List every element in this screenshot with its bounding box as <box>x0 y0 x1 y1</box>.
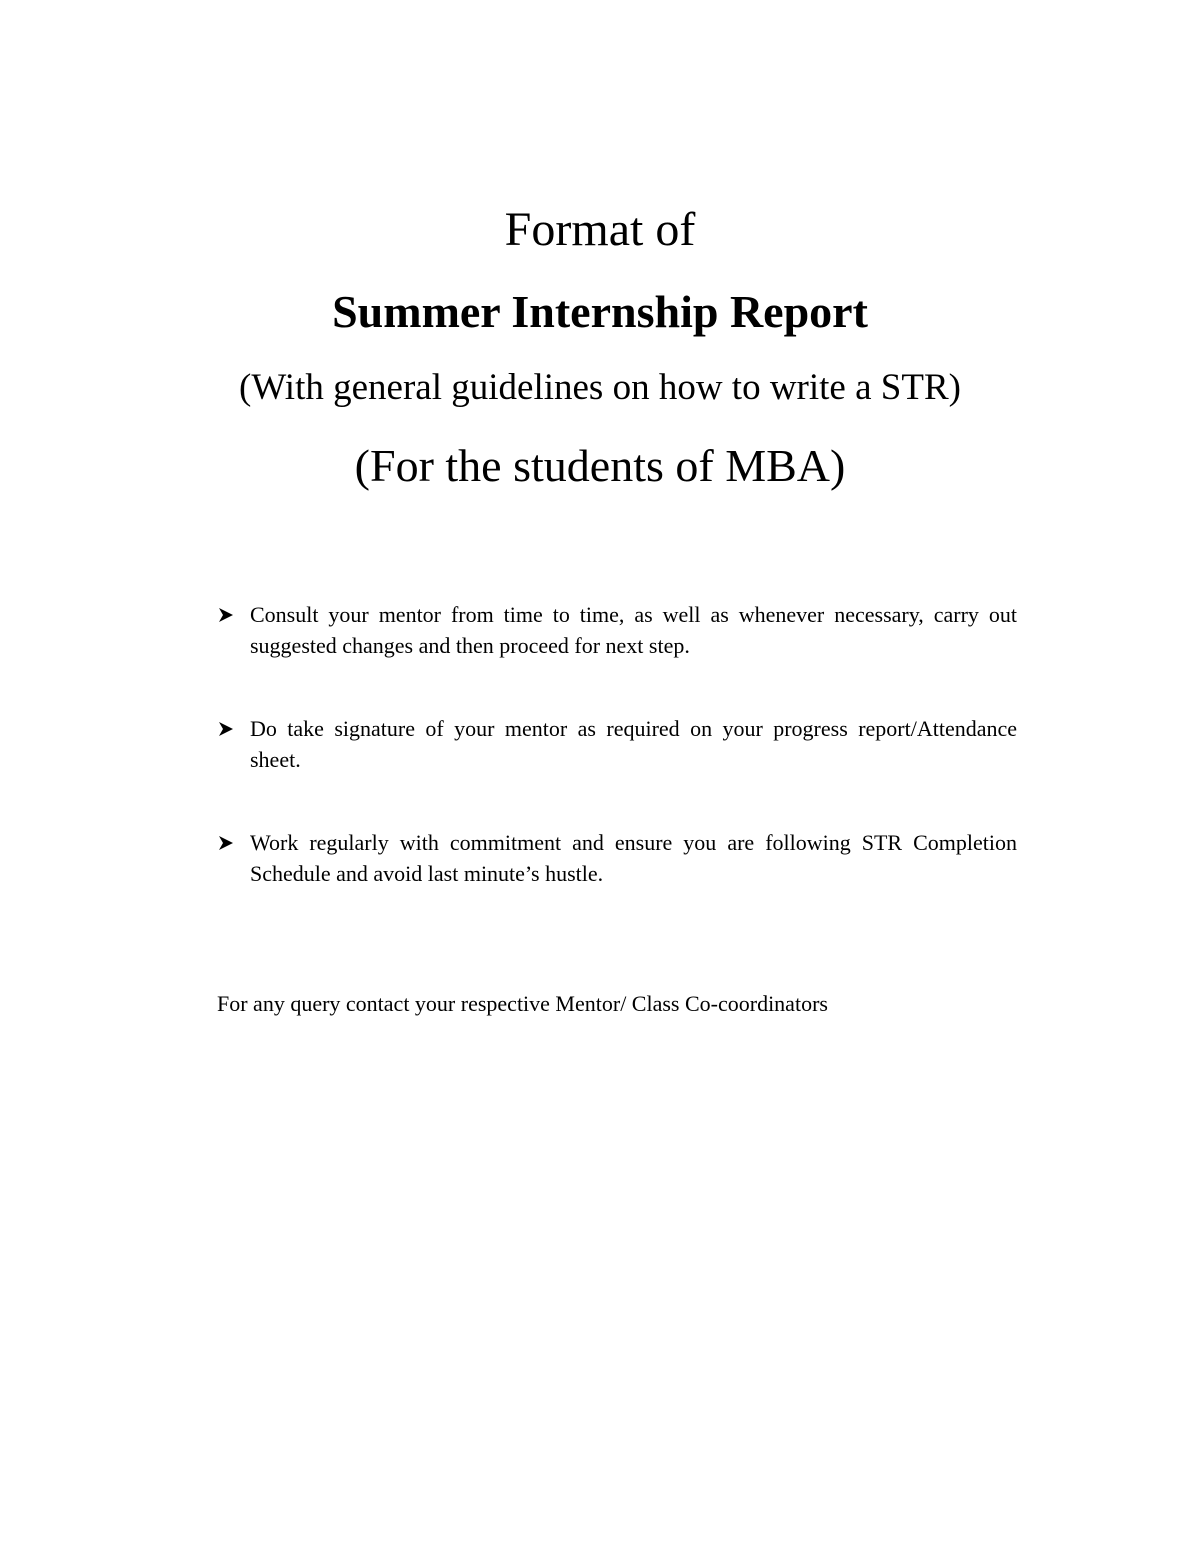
heading-format-of: Format of <box>504 203 696 256</box>
report-title: Summer Internship Report <box>332 286 868 337</box>
report-subtitle: (With general guidelines on how to write a STR) <box>239 367 961 408</box>
guideline-text: Do take signature of your mentor as required on your progress report/Attendance sheet. <box>250 716 1017 772</box>
contact-note: For any query contact your respective Mentor/ Class Co-coordinators <box>217 991 828 1016</box>
arrowhead-bullet-icon <box>217 827 237 858</box>
guideline-item <box>217 713 1017 775</box>
guideline-list <box>217 599 1017 941</box>
guideline-text: Consult your mentor from time to time, as well as whenever necessary, carry out suggested changes and then proceed for next step. <box>250 602 1017 658</box>
arrowhead-bullet-icon <box>217 713 237 744</box>
guideline-text: Work regularly with commitment and ensure you are following STR Completion Schedule and avoid last minute’s hustle. <box>250 830 1017 886</box>
report-audience: (For the students of MBA) <box>354 440 846 491</box>
arrowhead-bullet-icon <box>217 599 237 630</box>
guideline-item <box>217 599 1017 661</box>
guideline-item <box>217 827 1017 889</box>
